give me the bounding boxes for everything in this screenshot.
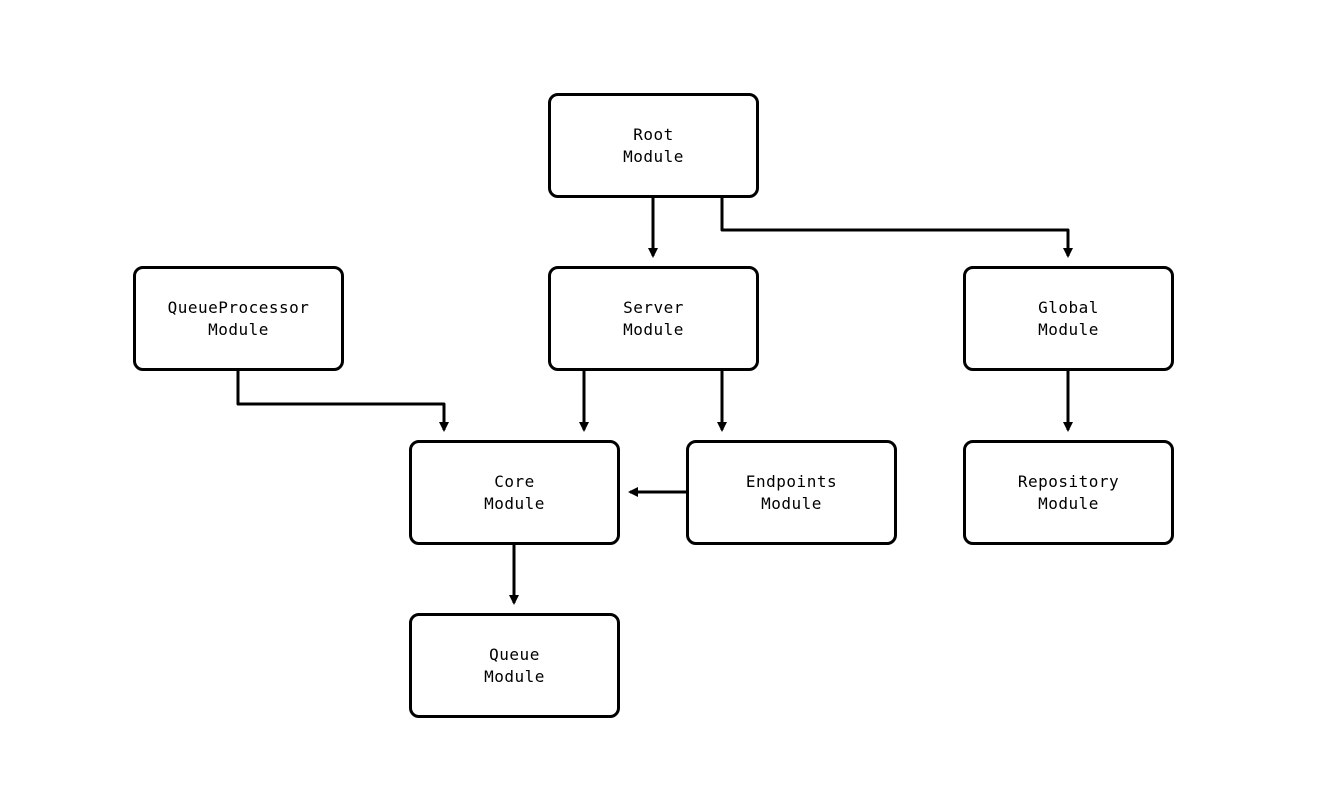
node-repository-module-line2: Module — [1038, 493, 1099, 513]
node-repository-module[interactable] — [963, 440, 1174, 545]
edge-root-to-global — [722, 198, 1068, 256]
node-core-module-line1: Core — [494, 471, 535, 491]
node-queue-module-line1: Queue — [489, 644, 540, 664]
node-server-module-line1: Server — [623, 297, 684, 317]
node-repository-module-line1: Repository — [1017, 471, 1120, 491]
node-server-module[interactable] — [548, 266, 759, 371]
node-queue-module[interactable] — [409, 613, 620, 718]
node-queueprocessor-module-line1: QueueProcessor — [167, 297, 310, 317]
node-endpoints-module[interactable] — [686, 440, 897, 545]
node-root-module-line1: Root — [633, 124, 674, 144]
node-root-module[interactable] — [548, 93, 759, 198]
node-endpoints-module-line2: Module — [761, 493, 822, 513]
node-queueprocessor-module[interactable] — [133, 266, 344, 371]
node-root-module-line2: Module — [623, 146, 684, 166]
node-core-module[interactable] — [409, 440, 620, 545]
node-endpoints-module-line1: Endpoints — [745, 471, 838, 491]
node-queue-module-line2: Module — [484, 666, 545, 686]
node-global-module-line1: Global — [1038, 297, 1099, 317]
node-global-module-line2: Module — [1038, 319, 1099, 339]
node-core-module-line2: Module — [484, 493, 545, 513]
node-queueprocessor-module-line2: Module — [208, 319, 269, 339]
node-global-module[interactable] — [963, 266, 1174, 371]
node-server-module-line2: Module — [623, 319, 684, 339]
edge-queueprocessor-to-core — [238, 371, 444, 430]
